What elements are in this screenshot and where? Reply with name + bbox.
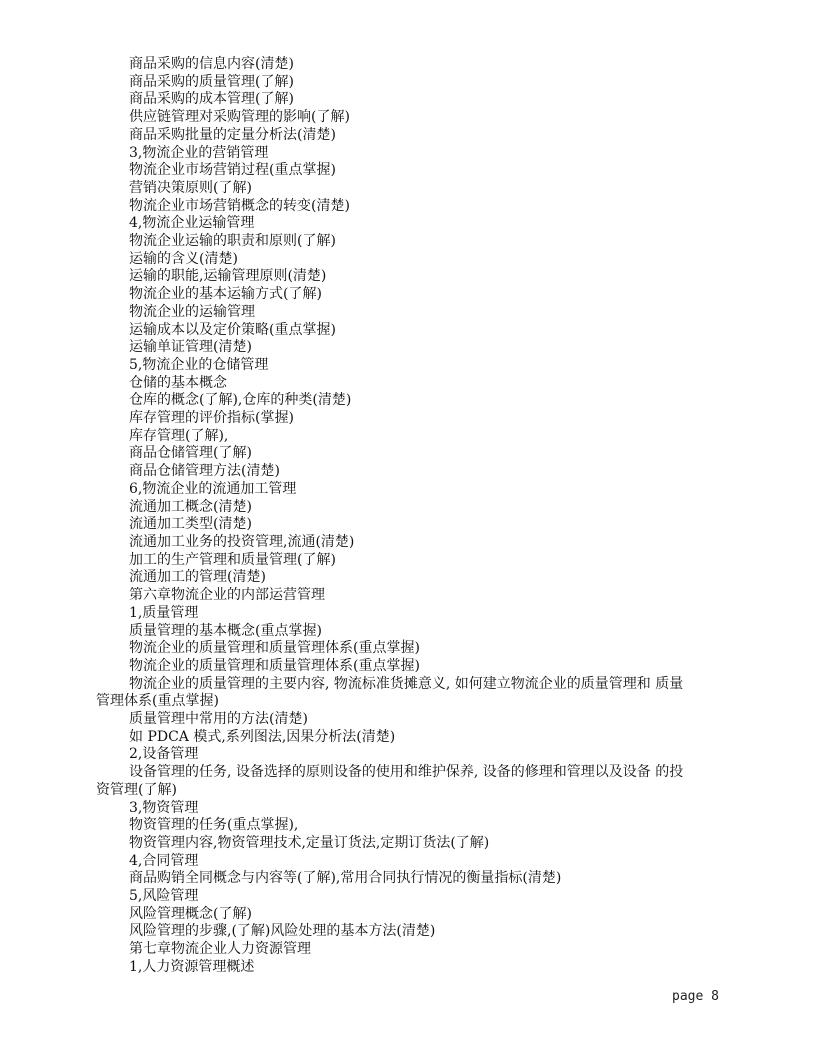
text-line: 流通加工的管理(清楚) (129, 569, 266, 586)
text-line: 仓储的基本概念 (129, 374, 227, 391)
text-line: 库存管理(了解), (129, 427, 229, 444)
section-heading: 4,物流企业运输管理 (129, 215, 255, 232)
text-line: 物流企业运输的职责和原则(了解) (129, 233, 336, 250)
text-line: 仓库的概念(了解),仓库的种类(清楚) (129, 392, 352, 409)
section-heading: 3,物资管理 (129, 799, 199, 816)
document-body (96, 56, 696, 977)
text-line: 物流企业的运输管理 (129, 303, 255, 320)
paragraph: 设备管理的任务, 设备选择的原则设备的使用和维护保养, 设备的修理和管理以及设备 的投资管理(了解) (96, 764, 684, 798)
text-line: 库存管理的评价指标(掌握) (129, 410, 294, 427)
section-heading: 5,物流企业的仓储管理 (129, 356, 269, 373)
text-line: 如 PDCA 模式,系列图法,因果分析法(清楚) (129, 728, 396, 745)
paragraph: 物流企业的质量管理的主要内容, 物流标准货摊意义, 如何建立物流企业的质量管理和 质量管理体系(重点掌握) (96, 675, 684, 710)
section-heading: 5,风险管理 (129, 888, 199, 905)
section-heading: 1,质量管理 (129, 604, 199, 621)
text-line: 营销决策原则(了解) (129, 179, 252, 196)
text-line: 商品购销全同概念与内容等(了解),常用合同执行情况的衡量指标(清楚) (129, 870, 562, 887)
text-line: 运输单证管理(清楚) (129, 339, 252, 356)
text-line: 风险管理的步骤,(了解)风险处理的基本方法(清楚) (129, 923, 436, 940)
text-line: 物资管理的任务(重点掌握), (129, 817, 299, 834)
section-heading: 1,人力资源管理概述 (129, 958, 255, 975)
text-line: 运输成本以及定价策略(重点掌握) (129, 321, 336, 338)
text-line: 物流企业市场营销过程(重点掌握) (129, 162, 336, 179)
section-heading: 6,物流企业的流通加工管理 (129, 480, 297, 497)
text-line: 商品采购的成本管理(了解) (129, 91, 294, 108)
chapter-heading: 第七章物流企业人力资源管理 (129, 941, 311, 958)
text-line: 风险管理概念(了解) (129, 905, 252, 922)
text-line: 物流企业的质量管理和质量管理体系(重点掌握) (129, 657, 420, 674)
chapter-heading: 第六章物流企业的内部运营管理 (129, 587, 325, 604)
text-line: 商品采购批量的定量分析法(清楚) (129, 126, 336, 143)
text-line: 商品采购的质量管理(了解) (129, 73, 294, 90)
text-line: 商品仓储管理方法(清楚) (129, 463, 280, 480)
section-heading: 2,设备管理 (129, 746, 199, 763)
page-number: page 8 (672, 989, 719, 1004)
text-line: 商品仓储管理(了解) (129, 445, 252, 462)
text-line: 商品采购的信息内容(清楚) (129, 56, 294, 72)
text-line: 供应链管理对采购管理的影响(了解) (129, 109, 350, 126)
text-line: 运输的含义(清楚) (129, 250, 238, 267)
text-line: 物流企业的基本运输方式(了解) (129, 286, 322, 303)
text-line: 流通加工概念(清楚) (129, 498, 252, 515)
section-heading: 4,合同管理 (129, 852, 199, 869)
section-heading: 3,物流企业的营销管理 (129, 144, 269, 161)
text-line: 流通加工类型(清楚) (129, 516, 252, 533)
text-line: 质量管理的基本概念(重点掌握) (129, 622, 322, 639)
text-line: 物资管理内容,物资管理技术,定量订货法,定期订货法(了解) (129, 834, 490, 851)
text-line: 运输的职能,运输管理原则(清楚) (129, 268, 327, 285)
text-line: 流通加工业务的投资管理,流通(清楚) (129, 533, 355, 550)
text-line: 物流企业的质量管理和质量管理体系(重点掌握) (129, 640, 420, 657)
text-line: 物流企业市场营销概念的转变(清楚) (129, 197, 350, 214)
text-line: 加工的生产管理和质量管理(了解) (129, 551, 336, 568)
text-line: 质量管理中常用的方法(清楚) (129, 711, 308, 728)
